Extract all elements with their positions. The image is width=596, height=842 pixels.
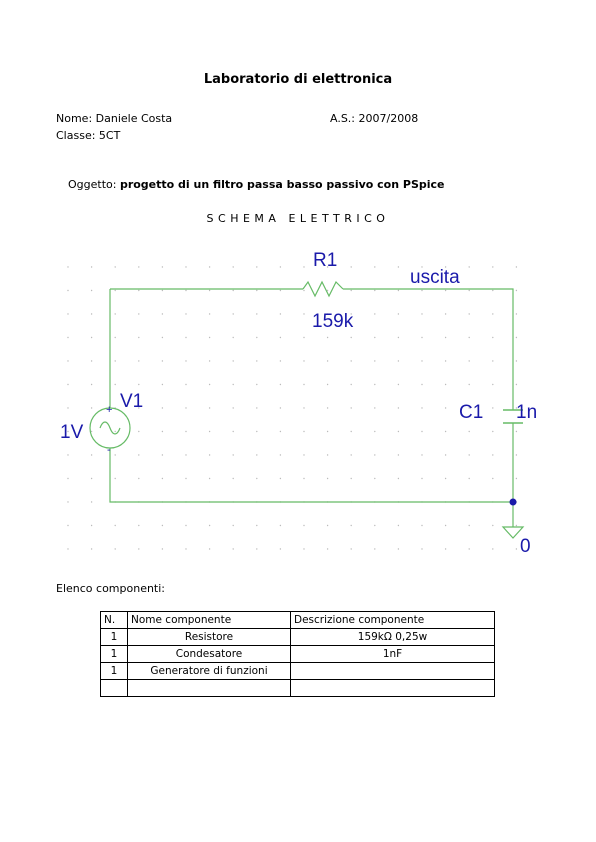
grid-dot xyxy=(162,313,163,314)
subject-line xyxy=(68,178,445,191)
grid-dot xyxy=(91,337,92,338)
grid-dot xyxy=(67,337,68,338)
grid-dot xyxy=(280,337,281,338)
grid-dot xyxy=(115,360,116,361)
grid-dot xyxy=(233,384,234,385)
grid-dot xyxy=(233,290,234,291)
grid-dot xyxy=(67,290,68,291)
grid-dot xyxy=(138,313,139,314)
top-wire-right xyxy=(343,289,513,410)
subject-text: progetto di un filtro passa basso passivo con PSpice xyxy=(119,178,445,191)
grid-dot xyxy=(280,384,281,385)
grid-dot xyxy=(209,548,210,549)
grid-dot xyxy=(303,266,304,267)
grid-dot xyxy=(421,360,422,361)
grid-dot xyxy=(327,478,328,479)
grid-dot xyxy=(256,360,257,361)
grid-dot xyxy=(91,384,92,385)
grid-dot xyxy=(421,454,422,455)
grid-dot xyxy=(185,431,186,432)
grid-dot xyxy=(398,313,399,314)
grid-dot xyxy=(115,384,116,385)
grid-dot xyxy=(280,454,281,455)
grid-dot xyxy=(351,290,352,291)
bottom-left-wire xyxy=(110,448,513,502)
grid-dot xyxy=(91,266,92,267)
grid-dot xyxy=(91,454,92,455)
grid-dot xyxy=(280,478,281,479)
grid-dot xyxy=(280,548,281,549)
school-year: A.S.: 2007/2008 xyxy=(330,112,419,125)
cell-n: 1 xyxy=(101,646,128,663)
resistor-symbol xyxy=(303,282,343,296)
grid-dot xyxy=(445,525,446,526)
grid-dot xyxy=(185,337,186,338)
grid-dot xyxy=(492,384,493,385)
grid-dot xyxy=(280,525,281,526)
grid-dot xyxy=(469,266,470,267)
grid-dot xyxy=(445,454,446,455)
grid-dot xyxy=(185,313,186,314)
grid-dot xyxy=(280,360,281,361)
grid-dot xyxy=(115,337,116,338)
table-row xyxy=(101,646,495,663)
grid-dot xyxy=(421,337,422,338)
grid-dot xyxy=(492,290,493,291)
grid-dot xyxy=(469,384,470,385)
grid-dot xyxy=(67,501,68,502)
grid-dot xyxy=(233,407,234,408)
grid-dot xyxy=(469,478,470,479)
grid-dot xyxy=(209,525,210,526)
grid-dot xyxy=(516,548,517,549)
grid-dot xyxy=(327,454,328,455)
grid-dot xyxy=(516,337,517,338)
grid-dot xyxy=(398,384,399,385)
grid-dot xyxy=(303,360,304,361)
grid-dot xyxy=(398,431,399,432)
grid-dot xyxy=(162,407,163,408)
grid-dot xyxy=(398,548,399,549)
grid-dot xyxy=(256,431,257,432)
grid-dot xyxy=(421,290,422,291)
grid-dot xyxy=(469,337,470,338)
grid-dot xyxy=(209,266,210,267)
grid-dot xyxy=(209,454,210,455)
grid-dot xyxy=(303,431,304,432)
grid-dot xyxy=(67,548,68,549)
grid-dot xyxy=(492,525,493,526)
grid-dot xyxy=(516,478,517,479)
grid-dot xyxy=(233,313,234,314)
grid-dot xyxy=(398,478,399,479)
grid-dot xyxy=(256,337,257,338)
grid-dot xyxy=(445,384,446,385)
grid-dot xyxy=(115,290,116,291)
grid-dot xyxy=(185,266,186,267)
grid-dot xyxy=(516,360,517,361)
grid-dot xyxy=(115,454,116,455)
grid-dot xyxy=(516,266,517,267)
grid-dot xyxy=(233,337,234,338)
grid-dot xyxy=(327,407,328,408)
grid-dot xyxy=(303,548,304,549)
grid-dot xyxy=(115,313,116,314)
grid-dot xyxy=(445,360,446,361)
subject-label: Oggetto: xyxy=(68,178,117,191)
grid-dot xyxy=(185,478,186,479)
cell-descrizione: 159kΩ 0,25w xyxy=(291,629,495,646)
source-sine xyxy=(100,422,120,434)
cell-nome: Resistore xyxy=(128,629,291,646)
grid-dot xyxy=(327,360,328,361)
grid-dot xyxy=(162,478,163,479)
grid-dot xyxy=(374,313,375,314)
grid-dot xyxy=(162,360,163,361)
grid-dot xyxy=(516,290,517,291)
grid-dot xyxy=(256,407,257,408)
grid-dot xyxy=(421,313,422,314)
grid-dot xyxy=(445,478,446,479)
grid-dot xyxy=(469,525,470,526)
grid-dot xyxy=(351,384,352,385)
grid-dot xyxy=(374,525,375,526)
grid-dot xyxy=(233,431,234,432)
grid-dot xyxy=(138,384,139,385)
grid-dot xyxy=(398,525,399,526)
grid-dot xyxy=(185,360,186,361)
grid-dot xyxy=(67,313,68,314)
grid-dot xyxy=(115,525,116,526)
grid-dot xyxy=(233,525,234,526)
grid-dot xyxy=(492,454,493,455)
components-heading: Elenco componenti: xyxy=(56,582,166,595)
grid-dot xyxy=(303,478,304,479)
grid-dot xyxy=(492,548,493,549)
grid-dot xyxy=(162,290,163,291)
grid-dot xyxy=(138,478,139,479)
grid-dot xyxy=(233,548,234,549)
grid-dot xyxy=(398,407,399,408)
grid-dot xyxy=(469,360,470,361)
grid-dot xyxy=(115,266,116,267)
grid-dot xyxy=(351,337,352,338)
cell-n: 1 xyxy=(101,663,128,680)
grid-dot xyxy=(162,548,163,549)
grid-dot xyxy=(185,407,186,408)
grid-dot xyxy=(138,431,139,432)
grid-dot xyxy=(469,290,470,291)
grid-dot xyxy=(469,548,470,549)
table-row xyxy=(101,629,495,646)
capacitor-name: C1 xyxy=(459,402,484,423)
minus-sign: - xyxy=(107,444,111,456)
grid-dot xyxy=(91,313,92,314)
grid-dot xyxy=(516,431,517,432)
grid-dot xyxy=(327,337,328,338)
components-table xyxy=(100,611,495,697)
grid-dot xyxy=(256,266,257,267)
grid-dot xyxy=(233,360,234,361)
grid-dot xyxy=(91,360,92,361)
grid-dot xyxy=(374,478,375,479)
cell-nome: Condesatore xyxy=(128,646,291,663)
grid-dot xyxy=(115,548,116,549)
grid-dot xyxy=(138,337,139,338)
grid-dot xyxy=(351,360,352,361)
grid-dot xyxy=(492,407,493,408)
grid-dot xyxy=(374,290,375,291)
grid-dot xyxy=(421,407,422,408)
grid-dot xyxy=(138,454,139,455)
grid-dot xyxy=(445,313,446,314)
grid-dot xyxy=(233,266,234,267)
grid-dot xyxy=(492,313,493,314)
student-class: Classe: 5CT xyxy=(56,129,121,142)
grid-dot xyxy=(209,431,210,432)
grid-dot xyxy=(398,290,399,291)
grid-dot xyxy=(374,360,375,361)
grid-dot xyxy=(327,431,328,432)
grid-dot xyxy=(256,290,257,291)
grid-dot xyxy=(67,407,68,408)
cell-descrizione xyxy=(291,680,495,697)
grid-dot xyxy=(280,407,281,408)
page-title: Laboratorio di elettronica xyxy=(203,72,393,87)
grid-dot xyxy=(351,266,352,267)
grid-dot xyxy=(445,407,446,408)
grid-dot xyxy=(469,454,470,455)
grid-dot xyxy=(421,525,422,526)
grid-dot xyxy=(421,384,422,385)
grid-dot xyxy=(209,360,210,361)
grid-dot xyxy=(280,431,281,432)
cell-n: 1 xyxy=(101,629,128,646)
grid-dot xyxy=(516,313,517,314)
grid-dot xyxy=(351,454,352,455)
grid-dot xyxy=(303,407,304,408)
resistor-name: R1 xyxy=(313,250,338,271)
grid-dot xyxy=(162,337,163,338)
grid-dot xyxy=(398,454,399,455)
schema-title: SCHEMA ELETTRICO xyxy=(206,212,390,225)
grid-dot xyxy=(91,478,92,479)
grid-dot xyxy=(67,266,68,267)
grid-dot xyxy=(303,337,304,338)
grid-dot xyxy=(138,360,139,361)
grid-dot xyxy=(351,478,352,479)
ground-label: 0 xyxy=(520,536,531,557)
grid-dot xyxy=(91,525,92,526)
grid-dot xyxy=(209,407,210,408)
grid-dot xyxy=(469,313,470,314)
grid-dot xyxy=(374,454,375,455)
resistor-value: 159k xyxy=(312,311,354,332)
grid-dot xyxy=(445,431,446,432)
grid-dot xyxy=(327,384,328,385)
grid-dot xyxy=(421,431,422,432)
grid-dot xyxy=(398,266,399,267)
grid-dot xyxy=(67,360,68,361)
source-value: 1V xyxy=(60,422,84,443)
grid-dot xyxy=(327,548,328,549)
grid-dot xyxy=(303,525,304,526)
grid-dot xyxy=(280,266,281,267)
grid-dot xyxy=(421,548,422,549)
grid-dot xyxy=(351,431,352,432)
grid-dot xyxy=(185,548,186,549)
grid-dot xyxy=(351,548,352,549)
cell-descrizione xyxy=(291,663,495,680)
grid-dot xyxy=(445,548,446,549)
grid-dot xyxy=(91,431,92,432)
source-name: V1 xyxy=(120,391,144,412)
grid-dot xyxy=(374,337,375,338)
grid-dot xyxy=(398,360,399,361)
grid-dot xyxy=(516,525,517,526)
grid-dot xyxy=(162,431,163,432)
grid-dot xyxy=(115,478,116,479)
grid-dot xyxy=(91,501,92,502)
table-row xyxy=(101,663,495,680)
grid-dot xyxy=(209,290,210,291)
cell-descrizione: 1nF xyxy=(291,646,495,663)
grid-dot xyxy=(492,360,493,361)
grid-dot xyxy=(185,454,186,455)
table-header-row xyxy=(101,612,495,629)
grid-dot xyxy=(67,525,68,526)
grid-dot xyxy=(351,407,352,408)
grid-dot xyxy=(185,290,186,291)
grid-dot xyxy=(91,407,92,408)
grid-dot xyxy=(256,478,257,479)
circuit-schematic xyxy=(0,245,596,565)
grid-dot xyxy=(421,478,422,479)
grid-dot xyxy=(303,384,304,385)
grid-dot xyxy=(67,454,68,455)
grid-dot xyxy=(115,431,116,432)
table-row xyxy=(101,680,495,697)
grid-dot xyxy=(256,548,257,549)
grid-dot xyxy=(256,384,257,385)
grid-dot xyxy=(280,313,281,314)
grid-dot xyxy=(162,525,163,526)
grid-dot xyxy=(280,290,281,291)
grid-dot xyxy=(209,337,210,338)
grid-dot xyxy=(469,431,470,432)
cell-nome: Generatore di funzioni xyxy=(128,663,291,680)
grid-dot xyxy=(138,290,139,291)
grid-dot xyxy=(516,384,517,385)
grid-dot xyxy=(374,431,375,432)
grid-dot xyxy=(138,266,139,267)
header-nome: Nome componente xyxy=(128,612,291,629)
grid-dot xyxy=(303,290,304,291)
grid-dot xyxy=(67,384,68,385)
grid-dot xyxy=(351,525,352,526)
grid-dot xyxy=(233,478,234,479)
capacitor-value: 1n xyxy=(516,402,538,423)
grid-dot xyxy=(209,478,210,479)
student-name: Nome: Daniele Costa xyxy=(56,112,173,125)
grid-dot xyxy=(398,337,399,338)
grid-dot xyxy=(91,548,92,549)
cell-nome xyxy=(128,680,291,697)
grid-dot xyxy=(209,313,210,314)
grid-dot xyxy=(492,431,493,432)
grid-dot xyxy=(162,266,163,267)
grid-dot xyxy=(492,337,493,338)
plus-sign: + xyxy=(106,404,113,416)
grid-dot xyxy=(492,266,493,267)
grid-dot xyxy=(138,525,139,526)
grid-dot xyxy=(374,384,375,385)
cell-n xyxy=(101,680,128,697)
junction-dot xyxy=(510,499,517,506)
grid-dot xyxy=(445,337,446,338)
grid-dot xyxy=(138,548,139,549)
grid-dot xyxy=(185,525,186,526)
header-n: N. xyxy=(101,612,128,629)
grid-dot xyxy=(256,313,257,314)
grid-dot xyxy=(374,266,375,267)
grid-dot xyxy=(209,384,210,385)
grid-dot xyxy=(374,548,375,549)
grid-dot xyxy=(185,384,186,385)
header-descrizione: Descrizione componente xyxy=(291,612,495,629)
grid-dot xyxy=(303,454,304,455)
grid-dot xyxy=(492,478,493,479)
grid-dot xyxy=(256,454,257,455)
grid-dot xyxy=(256,525,257,526)
grid-dot xyxy=(91,290,92,291)
grid-dot xyxy=(374,407,375,408)
grid-dot xyxy=(516,454,517,455)
grid-dot xyxy=(162,384,163,385)
grid-dot xyxy=(445,290,446,291)
grid-dot xyxy=(327,525,328,526)
grid-dot xyxy=(233,454,234,455)
output-label: uscita xyxy=(410,267,460,288)
grid-dot xyxy=(162,454,163,455)
grid-dot xyxy=(303,313,304,314)
grid-dot xyxy=(67,478,68,479)
